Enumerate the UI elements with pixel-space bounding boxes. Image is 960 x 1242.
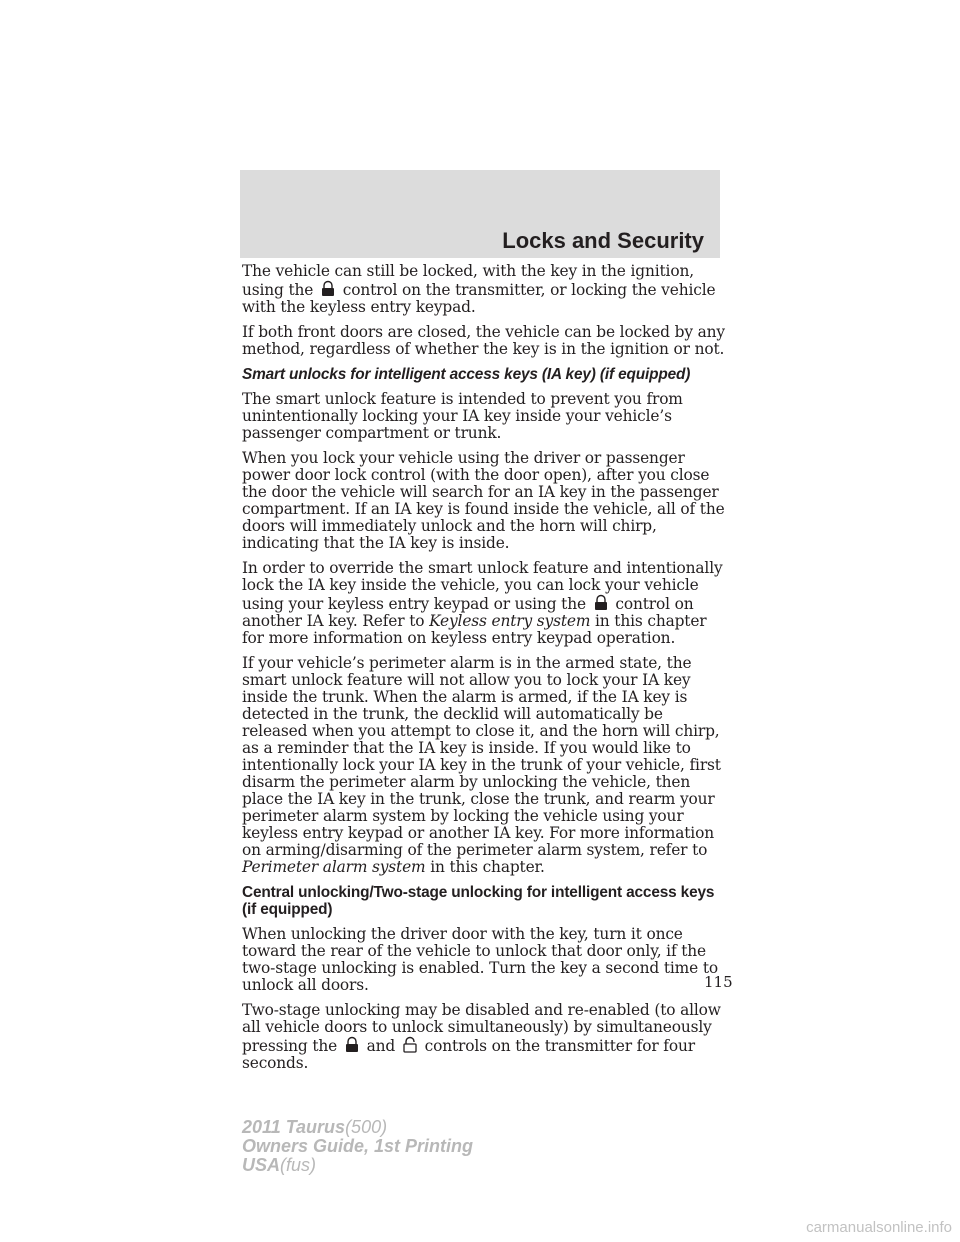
print-footer (242, 1118, 473, 1175)
lock-icon (592, 594, 610, 611)
paragraph: In order to override the smart unlock feature and intentionally lock the IA key inside the vehicle, you can lock your vehicle using your keyless entry keypad or using the control on another IA key. Refer to Keyless entry system in this chapter for more information on keyless entry keypad operation. (242, 559, 723, 647)
section-heading: Smart unlocks for intelligent access keys (IA key) (if equipped) (242, 366, 691, 383)
section-heading: Central unlocking/Two-stage unlocking for intelligent access keys (if equipped) (242, 884, 715, 918)
page-content (242, 263, 728, 1080)
footer-line: 2011 Taurus(500) (242, 1117, 388, 1137)
unlock-icon (401, 1036, 419, 1053)
section-header-band (240, 170, 720, 258)
paragraph: If your vehicle’s perimeter alarm is in the armed state, the smart unlock feature will not allow you to lock your IA key inside the trunk. When the alarm is armed, if the IA key is detected in the trunk, the decklid will automatically be released when you attempt to close it, and the horn will chirp, as a reminder that the IA key is inside. If you would like to intentionally lock your IA key in the trunk of your vehicle, first disarm the perimeter alarm by unlocking the vehicle, then place the IA key in the trunk, close the trunk, and rearm your perimeter alarm system by locking the vehicle using your keyless entry keypad or another IA key. For more information on arming/disarming of the perimeter alarm system, refer to Perimeter alarm system in this chapter. (242, 654, 721, 876)
paragraph: The vehicle can still be locked, with the key in the ignition, using the control on the transmitter, or locking the vehicle with the keyless entry keypad. (242, 262, 716, 316)
paragraph: The smart unlock feature is intended to prevent you from unintentionally locking your IA key inside your vehicle’s passenger compartment or trunk. (242, 390, 683, 442)
paragraph: Two-stage unlocking may be disabled and re-enabled (to allow all vehicle doors to unlock simultaneously) by simultaneously pressing the and controls on the transmitter for four seconds. (242, 1001, 721, 1072)
footer-line: Owners Guide, 1st Printing (242, 1136, 474, 1156)
lock-icon (319, 280, 337, 297)
page-number: 115 (704, 973, 733, 991)
footer-line: USA(fus) (242, 1155, 317, 1175)
section-title: Locks and Security (502, 228, 704, 253)
paragraph: When unlocking the driver door with the key, turn it once toward the rear of the vehicle to unlock that door only, if the two-stage unlocking is enabled. Turn the key a second time to unlock all doors. (242, 925, 718, 994)
lock-icon (343, 1036, 361, 1053)
paragraph: When you lock your vehicle using the driver or passenger power door lock control (with the door open), after you close the door the vehicle will search for an IA key in the passenger compartment. If an IA key is found inside the vehicle, all of the doors will immediately unlock and the horn will chirp, indicating that the IA key is inside. (242, 449, 725, 552)
watermark: carmanualsonline.info (806, 1219, 952, 1236)
cross-reference: Perimeter alarm system (242, 858, 426, 876)
paragraph: If both front doors are closed, the vehicle can be locked by any method, regardless of whether the key is in the ignition or not. (242, 323, 725, 358)
cross-reference: Keyless entry system (429, 612, 591, 630)
